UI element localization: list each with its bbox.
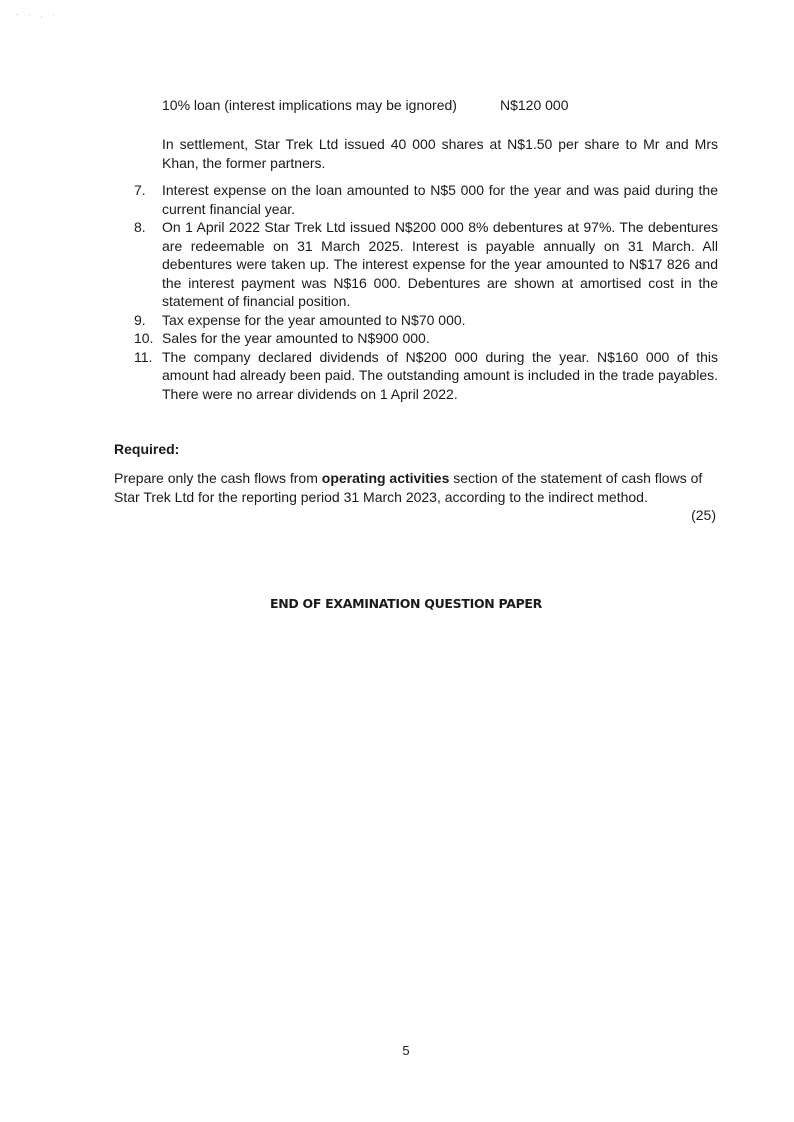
settlement-paragraph: In settlement, Star Trek Ltd issued 40 000 shares at N$1.50 per share to Mr and Mrs Khan, the former partners.	[162, 136, 718, 171]
item-number: 10.	[134, 330, 154, 346]
item-text: On 1 April 2022 Star Trek Ltd issued N$200 000 8% debentures at 97%. The debentures are redeemable on 31 March 2025. Interest is payable annually on 31 March. All debentures were taken up. The interest expense for the year amounted to N$17 826 and the interest payment was N$16 000. Debentures are shown at amortised cost in the statement of financial position.	[162, 219, 718, 309]
marks: (25)	[691, 507, 716, 523]
item-number: 11.	[134, 348, 153, 365]
item-text: Sales for the year amounted to N$900 000.	[162, 330, 430, 346]
scan-marks: - · , ·	[16, 12, 59, 19]
required-text-bold: operating activities	[321, 470, 450, 486]
list-item	[134, 181, 718, 218]
end-of-paper: END OF EXAMINATION QUESTION PAPER	[269, 596, 543, 611]
item-text: The company declared dividends of N$200 000 during the year. N$160 000 of this amount had already been paid. The outstanding amount is included in the trade payables. There were no arrear dividends on 1 April 2022.	[162, 348, 718, 402]
required-text	[114, 469, 718, 506]
list-item	[134, 218, 718, 311]
list-item	[134, 329, 718, 348]
list-item	[134, 311, 718, 330]
loan-label: 10% loan (interest implications may be ignored)	[162, 97, 457, 113]
notes-list	[134, 181, 718, 403]
item-number: 8.	[134, 219, 146, 235]
list-item	[134, 348, 718, 404]
required-heading: Required:	[114, 441, 180, 457]
required-text-start: Prepare only the cash flows from	[114, 470, 322, 486]
item-number: 9.	[134, 311, 146, 328]
loan-amount: N$120 000	[500, 97, 569, 113]
required-text-end: section of the statement of cash flows of Star Trek Ltd for the reporting period 31 March 2023, according to the indirect method.	[114, 470, 703, 505]
item-number: 7.	[134, 182, 146, 198]
page-number: 5	[402, 1043, 410, 1058]
item-text: Tax expense for the year amounted to N$70 000.	[162, 311, 466, 328]
item-text: Interest expense on the loan amounted to N$5 000 for the year and was paid during the current financial year.	[162, 182, 718, 217]
